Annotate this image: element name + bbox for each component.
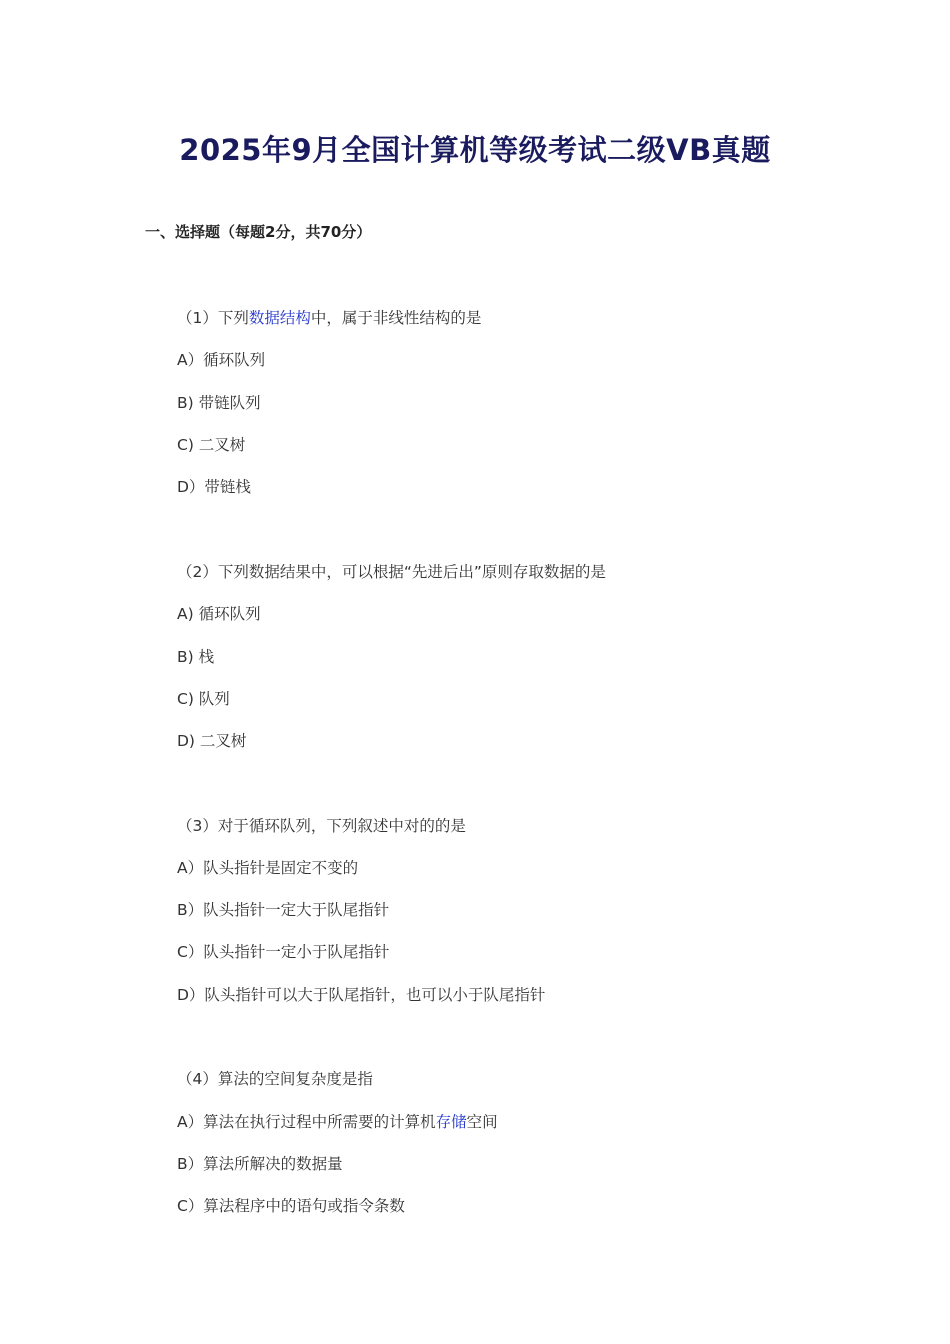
question-4-option-a-pre: A）算法在执行过程中所需要的计算机 <box>177 1113 436 1131</box>
question-1-stem-link[interactable]: 数据结构 <box>248 309 311 327</box>
question-3-option-a: A）队头指针是固定不变的 <box>177 859 359 877</box>
question-2-stem: （2）下列数据结果中，可以根据“先进后出”原则存取数据的是 <box>177 563 606 581</box>
question-3-option-b: B）队头指针一定大于队尾指针 <box>177 901 390 919</box>
document-title: 2025年9月全国计算机等级考试二级VB真题 <box>179 133 771 167</box>
question-3-stem: （3）对于循环队列，下列叙述中对的的是 <box>177 817 466 835</box>
question-1-stem <box>177 306 481 328</box>
question-2-option-b: B) 栈 <box>177 648 215 666</box>
question-1-option-a: A）循环队列 <box>177 351 266 369</box>
question-4-option-a <box>177 1110 498 1132</box>
question-1-stem-post: 中，属于非线性结构的是 <box>310 309 482 327</box>
question-2-option-d: D) 二叉树 <box>177 732 247 750</box>
question-4-option-a-link[interactable]: 存储 <box>435 1113 467 1131</box>
question-4-option-c: C）算法程序中的语句或指令条数 <box>177 1197 405 1215</box>
question-1-option-c: C) 二叉树 <box>177 436 246 454</box>
question-1-option-d: D）带链栈 <box>177 478 251 496</box>
question-2-option-a: A) 循环队列 <box>177 605 261 623</box>
question-1-stem-pre: （1）下列 <box>177 309 249 327</box>
question-4-stem: （4）算法的空间复杂度是指 <box>177 1070 373 1088</box>
section-heading: 一、选择题（每题2分，共70分） <box>145 223 372 241</box>
question-1-option-b: B) 带链队列 <box>177 394 261 412</box>
question-4-option-b: B）算法所解决的数据量 <box>177 1155 343 1173</box>
question-2-option-c: C) 队列 <box>177 690 230 708</box>
question-3-option-d: D）队头指针可以大于队尾指针，也可以小于队尾指针 <box>177 986 546 1004</box>
question-3-option-c: C）队头指针一定小于队尾指针 <box>177 943 390 961</box>
question-4-option-a-post: 空间 <box>466 1113 498 1131</box>
